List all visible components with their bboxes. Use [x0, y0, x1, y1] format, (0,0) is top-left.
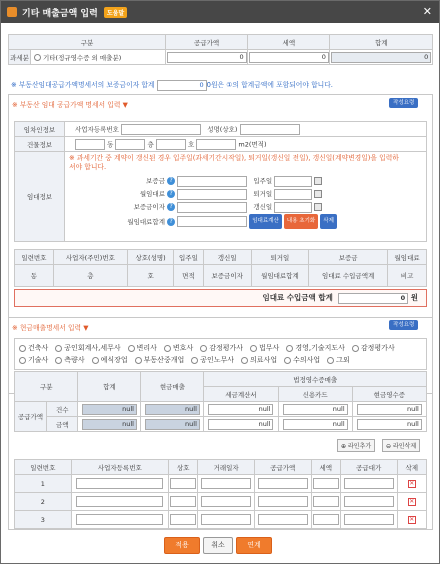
profession-option[interactable]: [135, 356, 185, 364]
col-header: 층: [53, 265, 127, 287]
lease-warning: ※ 과세기간 중 계약이 갱신된 경우 입주일(과세기간시작일), 퇴거일(갱신일 전일), 갱신일(계약변경일)을 입력하셔야 합니다.: [69, 154, 399, 171]
apply-button[interactable]: 적용: [164, 537, 200, 554]
radio-button[interactable]: [135, 357, 142, 364]
deposit-interest-field: 0: [157, 80, 207, 91]
building-info-label: 건물정보: [15, 137, 65, 152]
radio-button[interactable]: [92, 357, 99, 364]
profession-option[interactable]: [286, 344, 345, 352]
profession-option[interactable]: [352, 344, 395, 352]
radio-button[interactable]: [19, 345, 26, 352]
col-header: 월임대료합계: [251, 265, 308, 287]
radio-button[interactable]: [128, 345, 135, 352]
profession-option[interactable]: [19, 344, 48, 352]
radio-button[interactable]: [352, 345, 359, 352]
calendar-icon[interactable]: [314, 190, 322, 198]
supply-amount-input[interactable]: 0: [167, 52, 247, 63]
move-out-label: 퇴거일: [253, 190, 273, 198]
col-header: 구분: [15, 372, 78, 402]
col-header: 신용카드: [278, 387, 352, 402]
profession-option[interactable]: [164, 344, 193, 352]
help-icon[interactable]: ?: [167, 203, 175, 211]
col-header: 보증금이자: [203, 265, 251, 287]
detail-input[interactable]: [76, 496, 163, 507]
detail-input[interactable]: [170, 496, 196, 507]
col-header: 세액: [248, 35, 330, 50]
col-header: 공급대가: [340, 460, 397, 475]
card-count-input[interactable]: null: [283, 404, 348, 415]
rental-section-title: ※ 부동산 임대 공급가액 명세서 입력 ▼: [12, 101, 128, 109]
profession-option[interactable]: [55, 344, 120, 352]
delete-line-button[interactable]: [382, 439, 420, 452]
profession-option[interactable]: [200, 344, 243, 352]
radio-button[interactable]: [191, 357, 198, 364]
detail-input[interactable]: [344, 478, 394, 489]
table-row: [15, 511, 427, 529]
delete-button[interactable]: 삭제: [320, 214, 337, 229]
detail-input[interactable]: [170, 478, 196, 489]
col-header: 세금계산서: [204, 387, 278, 402]
col-header: 보증금: [309, 250, 388, 265]
profession-option[interactable]: [92, 356, 128, 364]
dong-input[interactable]: [75, 139, 105, 150]
profession-radio-group: [14, 338, 427, 370]
row-label: 건수: [47, 402, 78, 417]
add-icon: ⊕: [341, 443, 347, 450]
link-button[interactable]: 연계: [236, 537, 272, 554]
profession-label: 공인회계사,세무사: [64, 344, 121, 352]
profession-label: 변리사: [136, 344, 157, 352]
radio-button[interactable]: [286, 345, 293, 352]
row-label: 공급가액: [15, 402, 47, 432]
title-bar: [1, 1, 439, 23]
invoice-amount-input[interactable]: null: [208, 419, 273, 430]
info-note: ※ 부동산임대공급가액명세서의 보증금이자 합계 0 0원은 ①의 합계금액에 포함되어야 합니다.: [11, 80, 333, 89]
help-badge[interactable]: 도움말: [104, 7, 127, 18]
profession-option[interactable]: [55, 356, 84, 364]
profession-option[interactable]: [327, 356, 350, 364]
floor-input[interactable]: [115, 139, 145, 150]
col-header: 사업자(주민)번호: [53, 250, 127, 265]
close-icon[interactable]: ✕: [422, 5, 432, 18]
col-header: 면적: [174, 265, 203, 287]
add-line-button[interactable]: [337, 439, 375, 452]
dialog-title: 기타 매출금액 입력: [22, 8, 98, 19]
detail-table: [14, 459, 427, 529]
cash-section-title: ※ 현금매출명세서 입력 ▼: [12, 324, 89, 332]
option-label: 기타(정규영수증 외 매출분): [43, 53, 122, 62]
profession-label: 예식장업: [100, 356, 128, 364]
lease-info-label: 임대정보: [15, 152, 65, 242]
profession-label: 경영,기술지도사: [295, 344, 345, 352]
rental-total-value: 0: [338, 293, 408, 304]
profession-label: 감정평가사: [209, 344, 244, 352]
cancel-button[interactable]: 취소: [203, 537, 233, 554]
row-label: 금액: [47, 417, 78, 432]
profession-label: 그외: [336, 356, 350, 364]
detail-input[interactable]: [76, 514, 163, 525]
col-header: 세액: [311, 460, 340, 475]
radio-button[interactable]: [19, 357, 26, 364]
col-header: 공급가액: [166, 35, 248, 50]
delete-row-icon[interactable]: ✕: [409, 498, 415, 505]
rent-input[interactable]: [177, 189, 247, 200]
col-header: 사업자등록번호: [71, 460, 168, 475]
group-header: 법정영수증매출: [204, 372, 427, 387]
rent-label: 월임대료: [139, 190, 165, 198]
rental-list-table: [14, 249, 427, 287]
calendar-icon[interactable]: [314, 177, 322, 185]
app-icon: [7, 7, 17, 17]
radio-row: [19, 342, 422, 354]
detail-input[interactable]: [344, 496, 394, 507]
profession-option[interactable]: [191, 356, 234, 364]
area-label: m2(면적): [238, 140, 267, 148]
invoice-count-input[interactable]: null: [208, 404, 273, 415]
cash-amount-field: null: [145, 419, 200, 430]
profession-label: 감정평가사: [360, 344, 395, 352]
col-header: 입주일: [174, 250, 203, 265]
delete-line-label: 라인삭제: [392, 443, 417, 450]
profession-option[interactable]: [250, 344, 279, 352]
col-header: 일련번호: [15, 460, 72, 475]
renewal-input[interactable]: [274, 202, 312, 213]
rental-guide-button[interactable]: 작성요령: [389, 98, 418, 108]
renewal-label: 갱신일: [253, 203, 273, 211]
option-radio[interactable]: [34, 54, 41, 61]
biz-no-input[interactable]: [121, 124, 201, 135]
radio-button[interactable]: [200, 345, 207, 352]
col-header: 비고: [388, 265, 427, 287]
detail-input[interactable]: [313, 478, 339, 489]
radio-button[interactable]: [241, 357, 248, 364]
table-row: [15, 475, 427, 493]
col-header: 상호(성명): [127, 250, 173, 265]
radio-button[interactable]: [327, 357, 334, 364]
col-header: 삭제: [397, 460, 426, 475]
detail-input[interactable]: [313, 514, 339, 525]
help-icon[interactable]: ?: [167, 190, 175, 198]
delete-row-icon[interactable]: ✕: [409, 480, 415, 487]
radio-button[interactable]: [284, 357, 291, 364]
detail-input[interactable]: [313, 496, 339, 507]
ho-label: 호: [187, 140, 195, 148]
row-number: 1: [15, 475, 72, 493]
interest-input[interactable]: [177, 202, 247, 213]
receipt-count-input[interactable]: null: [357, 404, 422, 415]
detail-input[interactable]: [258, 478, 308, 489]
rental-form: [14, 121, 427, 242]
col-header: 호: [127, 265, 173, 287]
col-header: 일련번호: [15, 250, 54, 265]
ho-input[interactable]: [156, 139, 186, 150]
profession-label: 공인노무사: [200, 356, 235, 364]
move-out-input[interactable]: [274, 189, 312, 200]
col-header: 퇴거일: [251, 250, 308, 265]
area-input[interactable]: [196, 139, 236, 150]
col-header: 임대료 수입금액계: [309, 265, 388, 287]
row-number: 3: [15, 511, 72, 529]
col-header: 합계: [78, 372, 141, 402]
move-in-input[interactable]: [274, 176, 312, 187]
cash-count-field: null: [145, 404, 200, 415]
tenant-info-label: 임차인정보: [15, 122, 65, 137]
cash-guide-button[interactable]: 작성요령: [389, 320, 418, 330]
profession-option[interactable]: [128, 344, 157, 352]
move-in-label: 입주일: [253, 177, 273, 185]
row-label: 과세분: [9, 50, 31, 65]
col-header: 공급가액: [254, 460, 311, 475]
radio-button[interactable]: [55, 357, 62, 364]
total-amount-field: 0: [331, 52, 431, 63]
rent-total-label: 월임대료합계: [127, 217, 165, 226]
radio-button[interactable]: [250, 345, 257, 352]
row-number: 2: [15, 493, 72, 511]
card-amount-input[interactable]: null: [283, 419, 348, 430]
add-line-label: 라인추가: [347, 443, 372, 450]
rental-total-bar: [14, 289, 427, 307]
col-header: 거래일자: [198, 460, 255, 475]
reset-button[interactable]: 내용 초기화: [284, 214, 318, 229]
deposit-label: 보증금: [146, 177, 165, 185]
deposit-input[interactable]: [177, 176, 247, 187]
dong-label: 동: [107, 140, 114, 148]
profession-label: 측량사: [64, 356, 85, 364]
rent-total-input[interactable]: [177, 216, 247, 227]
detail-input[interactable]: [170, 514, 196, 525]
col-header: 갱신일: [203, 250, 251, 265]
rental-total-unit: 원: [410, 293, 418, 302]
detail-input[interactable]: [201, 478, 251, 489]
total-amount-field: null: [82, 419, 137, 430]
radio-button[interactable]: [55, 345, 62, 352]
col-header: 구분: [9, 35, 166, 50]
calc-button[interactable]: 임대료계산: [249, 214, 282, 229]
profession-label: 의료사업: [250, 356, 278, 364]
delete-row-icon[interactable]: ✕: [409, 516, 415, 523]
profession-label: 수의사업: [293, 356, 321, 364]
col-header: 합계: [330, 35, 433, 50]
tax-amount-input[interactable]: 0: [249, 52, 329, 63]
delete-icon: ⊖: [386, 443, 392, 450]
summary-table: [8, 34, 433, 65]
table-row: [15, 493, 427, 511]
profession-label: 법무사: [259, 344, 280, 352]
col-header: 월임대료: [388, 250, 427, 265]
name-label: 성명(상호): [207, 125, 238, 133]
rental-total-label: 임대료 수입금액 합계: [262, 293, 333, 302]
name-input[interactable]: [240, 124, 300, 135]
detail-input[interactable]: [201, 496, 251, 507]
floor-label: 층: [147, 140, 154, 148]
col-header: 상호: [168, 460, 197, 475]
profession-option[interactable]: [19, 356, 48, 364]
detail-input[interactable]: [258, 496, 308, 507]
calendar-icon[interactable]: [314, 203, 322, 211]
col-header: 동: [15, 265, 54, 287]
detail-input[interactable]: [201, 514, 251, 525]
detail-input[interactable]: [258, 514, 308, 525]
interest-label: 보증금이자: [133, 203, 165, 211]
detail-input[interactable]: [76, 478, 163, 489]
cash-sales-table: [14, 371, 427, 432]
profession-label: 변호사: [172, 344, 194, 352]
total-count-field: null: [82, 404, 137, 415]
profession-label: 부동산중개업: [143, 356, 185, 364]
radio-button[interactable]: [164, 345, 171, 352]
profession-label: 건축사: [28, 344, 49, 352]
profession-label: 기술사: [28, 356, 49, 364]
profession-option[interactable]: [241, 356, 277, 364]
col-header: 현금매출: [141, 372, 204, 402]
help-icon[interactable]: ?: [167, 218, 175, 226]
detail-input[interactable]: [344, 514, 394, 525]
help-icon[interactable]: ?: [167, 177, 175, 185]
biz-no-label: 사업자등록번호: [75, 125, 119, 133]
radio-row: [19, 354, 422, 366]
col-header: 현금영수증: [352, 387, 426, 402]
receipt-amount-input[interactable]: null: [357, 419, 422, 430]
profession-option[interactable]: [284, 356, 320, 364]
